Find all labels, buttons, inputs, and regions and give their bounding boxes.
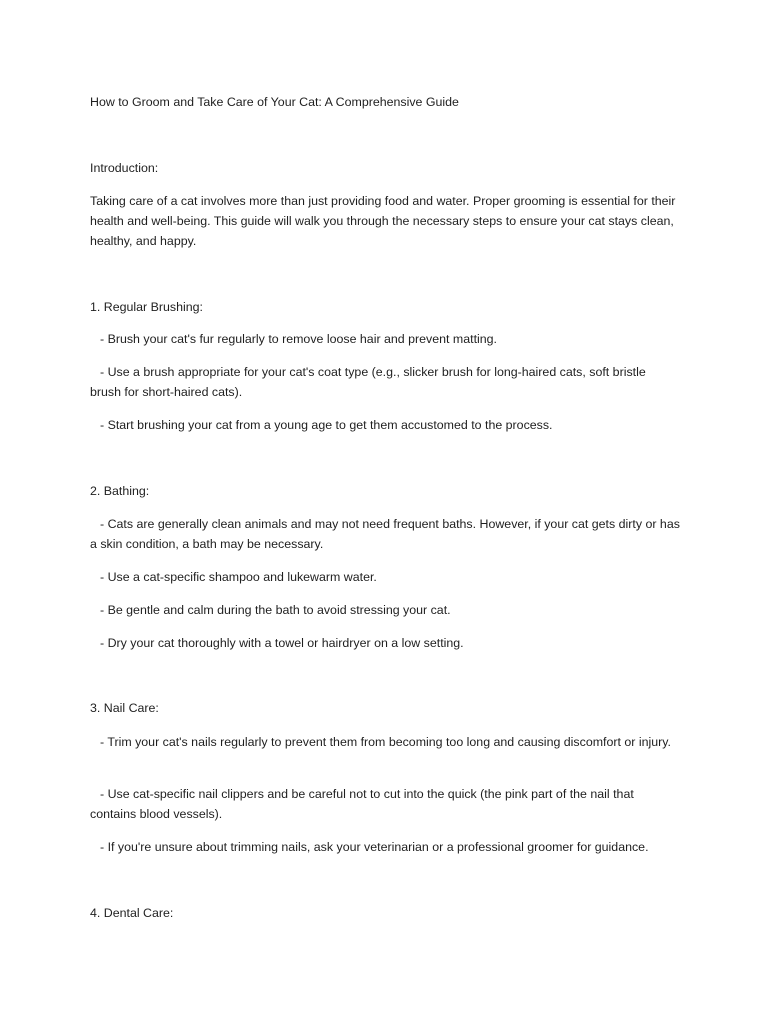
- document-title: How to Groom and Take Care of Your Cat: A Comprehensive Guide: [90, 95, 459, 109]
- section-heading-brushing: 1. Regular Brushing:: [90, 300, 203, 314]
- section-heading-bathing: 2. Bathing:: [90, 484, 150, 498]
- introduction-heading: Introduction:: [90, 161, 159, 175]
- brushing-item-1: - Brush your cat's fur regularly to remove loose hair and prevent matting.: [100, 332, 497, 346]
- bathing-item-4: - Dry your cat thoroughly with a towel or hairdryer on a low setting.: [100, 636, 464, 650]
- section-heading-dental-care: 4. Dental Care:: [90, 906, 174, 920]
- bathing-item-1: - Cats are generally clean animals and may not need frequent baths. However, if your cat gets dirty or has a skin condition, a bath may be necessary.: [90, 517, 680, 551]
- bathing-item-3: - Be gentle and calm during the bath to avoid stressing your cat.: [100, 603, 451, 617]
- nail-care-item-2: - Use cat-specific nail clippers and be careful not to cut into the quick (the pink part of the nail that contains blood vessels).: [90, 787, 634, 821]
- section-heading-nail-care: 3. Nail Care:: [90, 701, 159, 715]
- introduction-body: Taking care of a cat involves more than just providing food and water. Proper grooming is essential for their health and well-being. This guide will walk you through the necessary steps to ensure your cat stays clean, healthy, and happy.: [90, 194, 676, 248]
- brushing-item-2: - Use a brush appropriate for your cat's coat type (e.g., slicker brush for long-haired cats, soft bristle brush for short-haired cats).: [90, 365, 646, 399]
- bathing-item-2: - Use a cat-specific shampoo and lukewarm water.: [100, 570, 377, 584]
- nail-care-item-3: - If you're unsure about trimming nails, ask your veterinarian or a professional groomer for guidance.: [100, 840, 649, 854]
- nail-care-item-1: - Trim your cat's nails regularly to prevent them from becoming too long and causing discomfort or injury.: [100, 735, 671, 749]
- brushing-item-3: - Start brushing your cat from a young age to get them accustomed to the process.: [100, 418, 553, 432]
